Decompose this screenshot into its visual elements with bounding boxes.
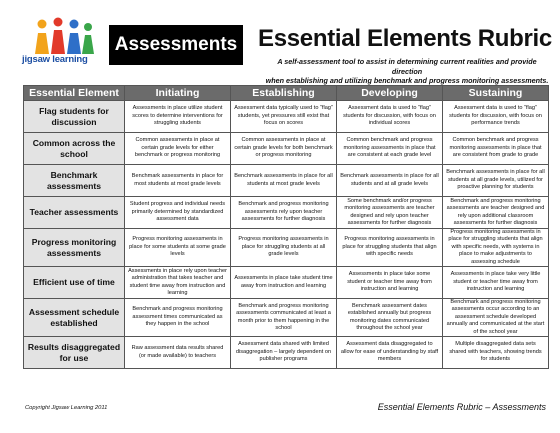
developing-cell: Progress monitoring assessments in place for struggling students that align with specific needs [337, 229, 443, 267]
initiating-cell: Student progress and individual needs primarily determined by standardized assessment data [125, 197, 231, 229]
developing-cell: Benchmark assessment dates established annually but progress monitoring dates communicated throughout the school year [337, 299, 443, 337]
element-cell: Progress monitoring assessments [24, 229, 125, 267]
establishing-cell: Common assessments in place at certain grade levels for both benchmark or progress monitoring [231, 133, 337, 165]
subtitle-line-1: A self-assessment tool to assist in determining current realities and provide direction [277, 57, 537, 76]
sustaining-cell: Benchmark and progress monitoring assessments occur according to an assessment schedule developed annually and communicated at the start of the school year [443, 299, 549, 337]
developing-cell: Common benchmark and progress monitoring assessments in place that are consistent at each grade level [337, 133, 443, 165]
element-cell: Assessment schedule established [24, 299, 125, 337]
establishing-cell: Progress monitoring assessments in place for struggling students at all grade levels [231, 229, 337, 267]
sustaining-cell: Benchmark and progress monitoring assessments are teacher designed and rely upon additional classroom assessments for further diagnosis [443, 197, 549, 229]
table-row [24, 101, 549, 133]
table-row [24, 299, 549, 337]
footer-title: Essential Elements Rubric – Assessments [377, 402, 546, 412]
element-cell: Efficient use of time [24, 267, 125, 299]
rubric-table [23, 85, 549, 369]
sustaining-cell: Assessment data is used to “flag” students for discussion, with focus on performance trends [443, 101, 549, 133]
initiating-cell: Benchmark and progress monitoring assessment times communicated as they happen in the school [125, 299, 231, 337]
page-title: Essential Elements Rubric [258, 25, 552, 52]
initiating-cell: Benchmark assessments in place for most students at most grade levels [125, 165, 231, 197]
initiating-cell: Common assessments in place at certain grade levels for either benchmark or progress monitoring [125, 133, 231, 165]
initiating-cell: Raw assessment data results shared (or made available) to teachers [125, 337, 231, 369]
developing-cell: Assessment data disaggregated to allow for ease of understanding by staff members [337, 337, 443, 369]
table-row [24, 229, 549, 267]
establishing-cell: Assessments in place take student time away from instruction and learning [231, 267, 337, 299]
developing-cell: Some benchmark and/or progress monitoring assessments are teacher designed and rely upon teacher assessments for further diagnosis [337, 197, 443, 229]
establishing-cell: Benchmark assessments in place for all students at most grade levels [231, 165, 337, 197]
header-establishing: Establishing [231, 86, 337, 101]
jigsaw-learning-logo [18, 14, 108, 68]
sustaining-cell: Progress monitoring assessments in place for struggling students that align with specific needs, with systems in place to make adjustments to assessing schedule [443, 229, 549, 267]
element-cell: Common across the school [24, 133, 125, 165]
header-initiating: Initiating [125, 86, 231, 101]
initiating-cell: Assessments in place utilize student scores to determine interventions for struggling students [125, 101, 231, 133]
element-cell: Teacher assessments [24, 197, 125, 229]
table-row [24, 337, 549, 369]
page-subtitle [262, 57, 552, 86]
table-row [24, 165, 549, 197]
establishing-cell: Assessment data typically used to “flag” students, yet pressures still exist that focus on scores [231, 101, 337, 133]
header-sustaining: Sustaining [443, 86, 549, 101]
assessments-banner: Assessments [109, 25, 243, 65]
developing-cell: Assessment data is used to “flag” students for discussion, with focus on individual scores [337, 101, 443, 133]
establishing-cell: Benchmark and progress monitoring assessments rely upon teacher assessments for further diagnosis [231, 197, 337, 229]
sustaining-cell: Benchmark assessments in place for all students at all grade levels, utilized for proactive planning for students [443, 165, 549, 197]
initiating-cell: Progress monitoring assessments in place for some students at some grade levels [125, 229, 231, 267]
table-row [24, 197, 549, 229]
sustaining-cell: Common benchmark and progress monitoring assessments in place that are consistent from grade to grade [443, 133, 549, 165]
sustaining-cell: Assessments in place take very little student or teacher time away from instruction and learning [443, 267, 549, 299]
developing-cell: Assessments in place take some student or teacher time away from instruction and learning [337, 267, 443, 299]
developing-cell: Benchmark assessments in place for all students and at all grade levels [337, 165, 443, 197]
copyright-text: Copyright Jigsaw Learning 2011 [25, 405, 108, 411]
sustaining-cell: Multiple disaggregated data sets shared with teachers, showing trends for students [443, 337, 549, 369]
element-cell: Benchmark assessments [24, 165, 125, 197]
element-cell: Flag students for discussion [24, 101, 125, 133]
table-row [24, 267, 549, 299]
logo-text: jigsaw learning [22, 54, 88, 65]
people-figures-icon [28, 16, 98, 56]
establishing-cell: Assessment data shared with limited disaggregation – largely dependent on publisher programs [231, 337, 337, 369]
header-developing: Developing [337, 86, 443, 101]
header-row [24, 86, 549, 101]
establishing-cell: Benchmark and progress monitoring assessments communicated at least a month prior to them happening in the school [231, 299, 337, 337]
initiating-cell: Assessments in place rely upon teacher administration that takes teacher and student time away from instruction and learning [125, 267, 231, 299]
element-cell: Results disaggregated for use [24, 337, 125, 369]
header-essential-element: Essential Element [24, 86, 125, 101]
subtitle-line-2: when establishing and utilizing benchmark and progress monitoring assessments. [265, 76, 549, 85]
table-row [24, 133, 549, 165]
